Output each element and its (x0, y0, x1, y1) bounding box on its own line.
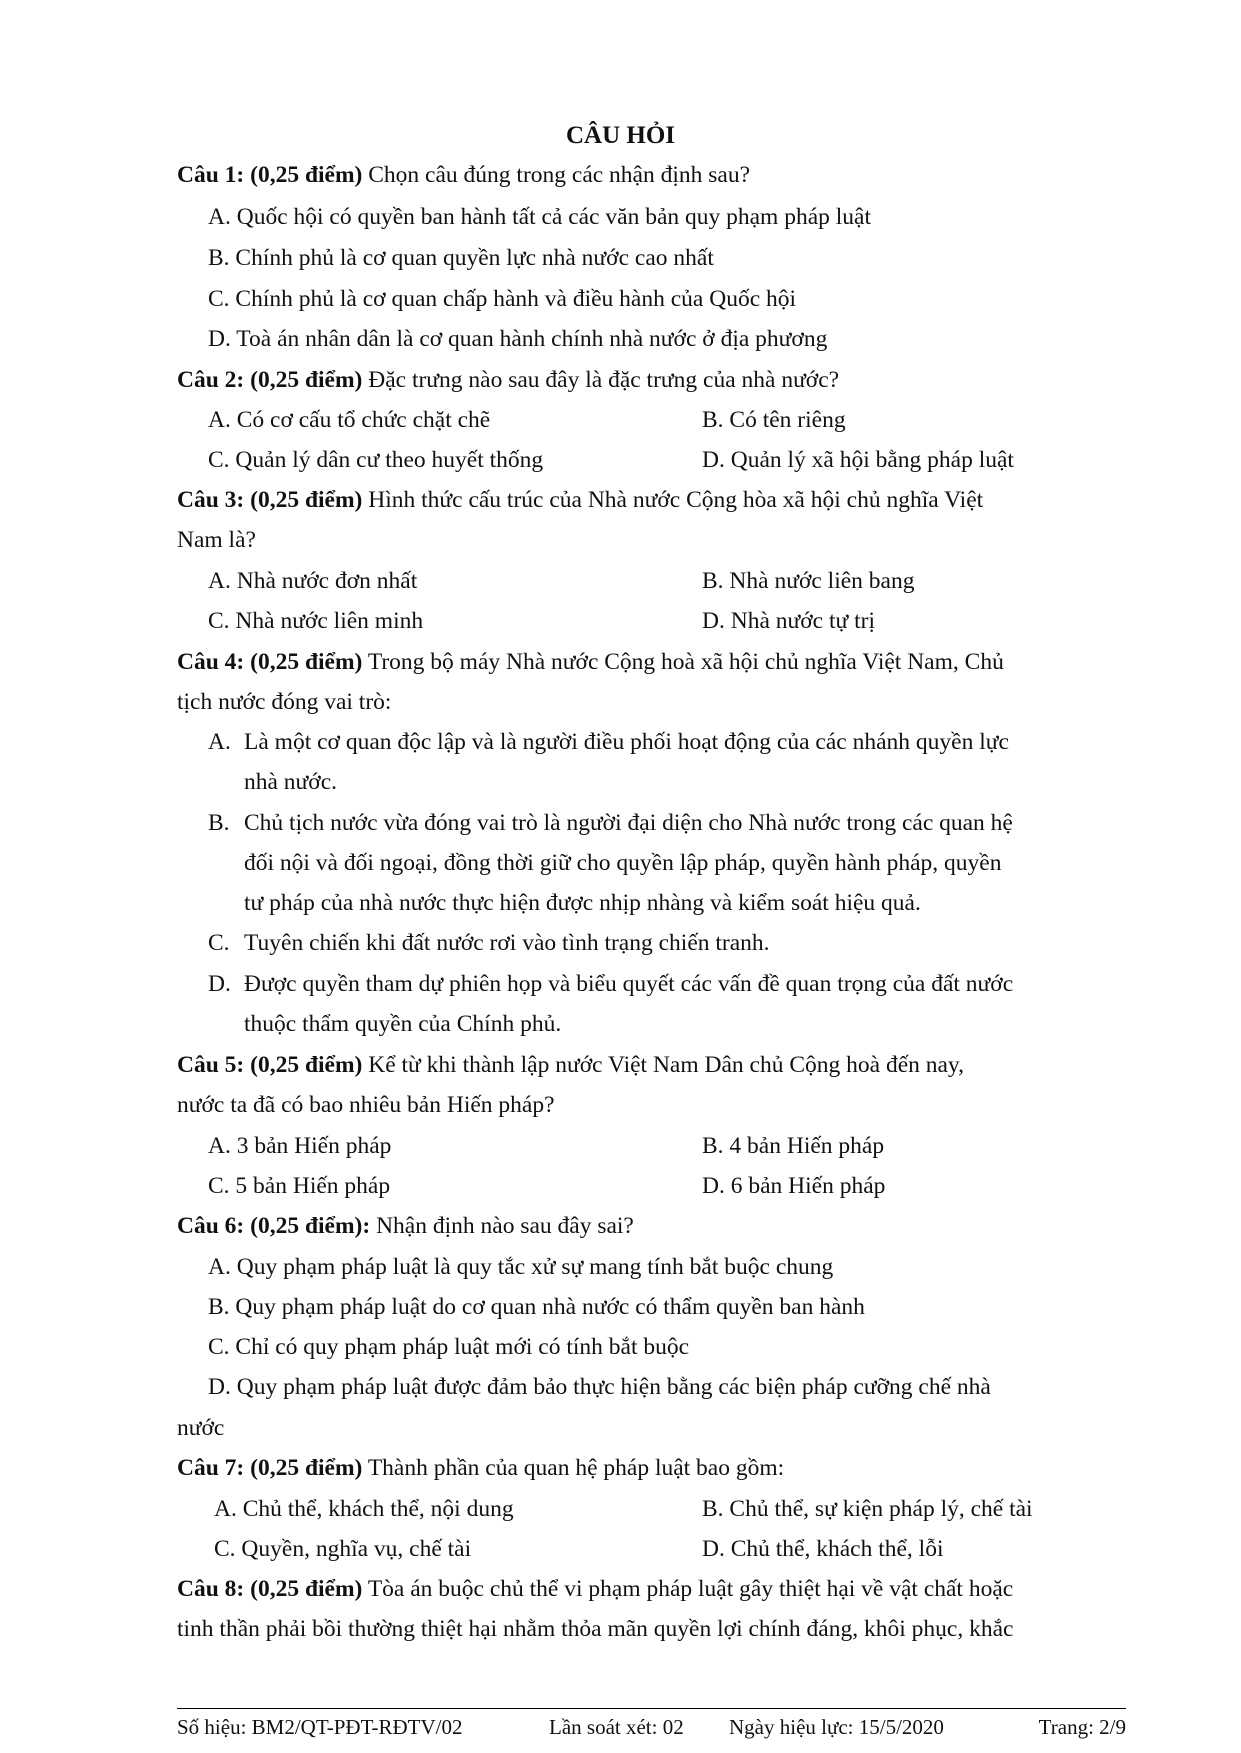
question-7-head: Câu 7: (0,25 điểm) (177, 1455, 363, 1481)
question-6-option-b: B. Quy phạm pháp luật do cơ quan nhà nước có thẩm quyền ban hành (208, 1294, 865, 1320)
question-4-option-d-letter: D. (208, 971, 231, 997)
question-6-head: Câu 6: (0,25 điểm): (177, 1213, 371, 1239)
question-6-option-c: C. Chỉ có quy phạm pháp luật mới có tính bắt buộc (208, 1334, 690, 1360)
question-8-text: Tòa án buộc chủ thể vi phạm pháp luật gây thiệt hại về vật chất hoặc (362, 1576, 1014, 1602)
question-4-option-d: Được quyền tham dự phiên họp và biểu quyết các vấn đề quan trọng của đất nước (244, 971, 1014, 997)
question-5-text-cont: nước ta đã có bao nhiêu bản Hiến pháp? (177, 1092, 555, 1118)
question-6 (177, 1211, 634, 1241)
question-2-text: Đặc trưng nào sau đây là đặc trưng của nhà nước? (362, 367, 840, 393)
question-6-option-a: A. Quy phạm pháp luật là quy tắc xử sự mang tính bắt buộc chung (208, 1254, 834, 1280)
page-title: CÂU HỎI (565, 122, 676, 149)
question-1-text: Chọn câu đúng trong các nhận định sau? (362, 162, 751, 188)
question-4-option-c: Tuyên chiến khi đất nước rơi vào tình trạng chiến tranh. (244, 930, 770, 956)
question-6-option-d: D. Quy phạm pháp luật được đảm bảo thực hiện bằng các biện pháp cưỡng chế nhà (208, 1374, 991, 1400)
question-5-option-c: C. 5 bản Hiến pháp (208, 1173, 391, 1199)
question-1-option-d: D. Toà án nhân dân là cơ quan hành chính nhà nước ở địa phương (208, 326, 828, 352)
question-7-option-b: B. Chủ thể, sự kiện pháp lý, chế tài (702, 1496, 1033, 1522)
question-4 (177, 647, 1004, 677)
page-footer (177, 1708, 1126, 1739)
document-code: Số hiệu: BM2/QT-PĐT-RĐTV/02 (177, 1715, 463, 1739)
question-3-option-d: D. Nhà nước tự trị (702, 608, 875, 634)
question-5-option-d: D. 6 bản Hiến pháp (702, 1173, 886, 1199)
question-8-text-cont: tinh thần phải bồi thường thiệt hại nhằm thỏa mãn quyền lợi chính đáng, khôi phục, khắc (177, 1616, 1014, 1642)
question-4-option-b-cont2: tư pháp của nhà nước thực hiện được nhịp nhàng và kiểm soát hiệu quả. (244, 890, 921, 916)
question-1-head: Câu 1: (0,25 điểm) (177, 162, 363, 188)
revision-number: Lần soát xét: 02 (549, 1715, 684, 1739)
question-8 (177, 1574, 1013, 1604)
question-1 (177, 160, 750, 190)
question-1-option-b: B. Chính phủ là cơ quan quyền lực nhà nước cao nhất (208, 245, 714, 271)
question-8-head: Câu 8: (0,25 điểm) (177, 1576, 363, 1602)
question-1-option-c: C. Chính phủ là cơ quan chấp hành và điều hành của Quốc hội (208, 286, 797, 312)
question-2-head: Câu 2: (0,25 điểm) (177, 367, 363, 393)
question-3 (177, 485, 983, 515)
question-5-head: Câu 5: (0,25 điểm) (177, 1052, 363, 1078)
question-4-head: Câu 4: (0,25 điểm) (177, 649, 363, 675)
question-4-text: Trong bộ máy Nhà nước Cộng hoà xã hội chủ nghĩa Việt Nam, Chủ (362, 649, 1004, 675)
question-3-option-c: C. Nhà nước liên minh (208, 608, 424, 634)
question-2-option-a: A. Có cơ cấu tổ chức chặt chẽ (208, 407, 491, 433)
question-4-option-d-cont: thuộc thẩm quyền của Chính phủ. (244, 1011, 562, 1037)
question-4-option-a: Là một cơ quan độc lập và là người điều phối hoạt động của các nhánh quyền lực (244, 729, 1009, 755)
question-3-text-cont: Nam là? (177, 527, 256, 553)
question-3-option-a: A. Nhà nước đơn nhất (208, 568, 418, 594)
question-7-option-d: D. Chủ thể, khách thể, lỗi (702, 1536, 944, 1562)
question-2-option-b: B. Có tên riêng (702, 407, 846, 433)
question-5 (177, 1050, 964, 1080)
question-7 (177, 1453, 784, 1483)
question-4-option-a-letter: A. (208, 729, 231, 755)
question-5-option-a: A. 3 bản Hiến pháp (208, 1133, 392, 1159)
question-2 (177, 365, 839, 395)
question-3-text: Hình thức cấu trúc của Nhà nước Cộng hòa xã hội chủ nghĩa Việt (362, 487, 984, 513)
question-7-text: Thành phần của quan hệ pháp luật bao gồm: (362, 1455, 785, 1481)
question-4-option-c-letter: C. (208, 930, 230, 956)
question-6-text: Nhận định nào sau đây sai? (370, 1213, 634, 1239)
page-number: Trang: 2/9 (1038, 1715, 1126, 1739)
question-2-option-c: C. Quản lý dân cư theo huyết thống (208, 447, 544, 473)
question-4-option-a-cont: nhà nước. (244, 769, 338, 795)
question-4-option-b-letter: B. (208, 810, 230, 836)
question-6-option-d-cont: nước (177, 1415, 225, 1441)
question-5-text: Kể từ khi thành lập nước Việt Nam Dân chủ Cộng hoà đến nay, (362, 1052, 965, 1078)
question-4-option-b: Chủ tịch nước vừa đóng vai trò là người đại diện cho Nhà nước trong các quan hệ (244, 810, 1013, 836)
question-4-option-b-cont: đối nội và đối ngoại, đồng thời giữ cho quyền lập pháp, quyền hành pháp, quyền (244, 850, 1002, 876)
question-3-head: Câu 3: (0,25 điểm) (177, 487, 363, 513)
question-5-option-b: B. 4 bản Hiến pháp (702, 1133, 885, 1159)
question-7-option-c: C. Quyền, nghĩa vụ, chế tài (214, 1536, 472, 1562)
question-7-option-a: A. Chủ thể, khách thể, nội dung (214, 1496, 514, 1522)
effective-date: Ngày hiệu lực: 15/5/2020 (729, 1715, 944, 1739)
question-4-text-cont: tịch nước đóng vai trò: (177, 689, 392, 715)
question-1-option-a: A. Quốc hội có quyền ban hành tất cả các văn bản quy phạm pháp luật (208, 204, 872, 230)
question-3-option-b: B. Nhà nước liên bang (702, 568, 915, 594)
question-2-option-d: D. Quản lý xã hội bằng pháp luật (702, 447, 1014, 473)
